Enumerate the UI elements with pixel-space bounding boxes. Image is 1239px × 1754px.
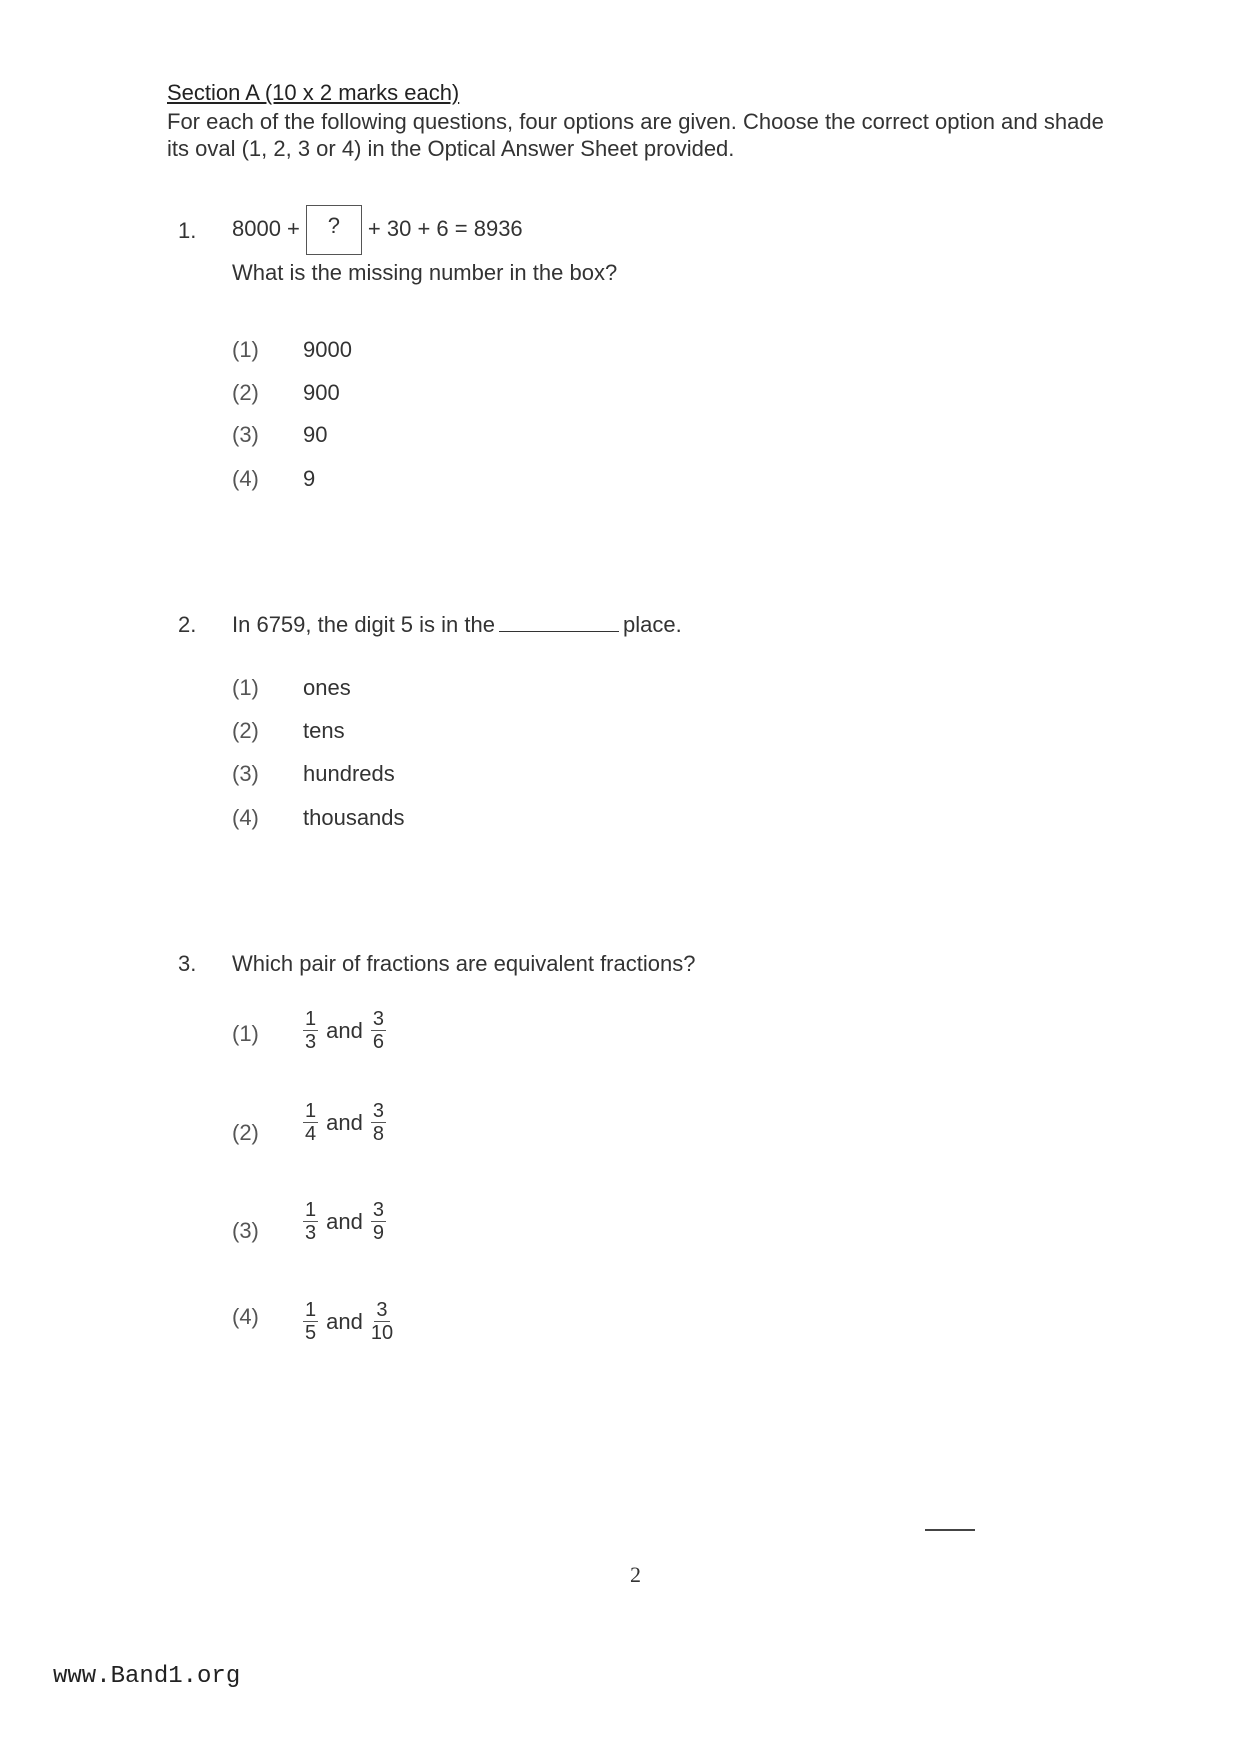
- denominator: 3: [305, 1031, 317, 1053]
- denominator: 4: [305, 1123, 317, 1145]
- denominator: 9: [372, 1222, 384, 1244]
- numerator: 3: [372, 1008, 384, 1030]
- q2-option-3-label: (3): [232, 761, 259, 786]
- q2-option-4-value: thousands: [303, 805, 405, 830]
- numerator: 1: [305, 1008, 317, 1030]
- denominator: 10: [370, 1322, 394, 1344]
- q2-option-4-label: (4): [232, 805, 259, 830]
- equation-right: + 30 + 6 = 8936: [367, 215, 523, 241]
- question-1-number: 1.: [178, 218, 197, 243]
- fraction: [303, 1100, 318, 1145]
- missing-number-box: ?: [306, 205, 362, 255]
- fraction: [371, 1100, 386, 1145]
- q1-option-2-label: (2): [232, 380, 259, 405]
- q3-option-3-value: [303, 1199, 386, 1244]
- q3-option-2-label: (2): [232, 1120, 259, 1145]
- and-text: and: [326, 1208, 363, 1234]
- and-text: and: [326, 1308, 363, 1334]
- q3-option-4-value: [303, 1299, 393, 1344]
- denominator: 3: [305, 1222, 317, 1244]
- question-1-equation: [232, 205, 523, 255]
- q2-option-3-value: hundreds: [303, 761, 395, 786]
- q2-option-2-value: tens: [303, 718, 345, 743]
- fraction: [371, 1299, 393, 1344]
- q1-option-3-label: (3): [232, 422, 259, 447]
- section-instructions: For each of the following questions, four options are given. Choose the correct option and shade its oval (1, 2, 3 or 4) in the Optical Answer Sheet provided.: [167, 109, 1104, 161]
- denominator: 6: [372, 1031, 384, 1053]
- and-text: and: [326, 1017, 363, 1043]
- numerator: 3: [372, 1100, 384, 1122]
- question-3-number: 3.: [178, 951, 197, 976]
- numerator: 1: [305, 1100, 317, 1122]
- answer-blank: [499, 613, 619, 632]
- q2-option-2-label: (2): [232, 718, 259, 743]
- page-number: 2: [630, 1562, 641, 1587]
- question-2-text-after: place.: [622, 612, 682, 637]
- footer-url: www.Band1.org: [53, 1663, 241, 1690]
- q1-option-4-label: (4): [232, 466, 259, 491]
- q1-option-1-label: (1): [232, 337, 259, 362]
- fraction: [371, 1008, 386, 1053]
- numerator: 3: [372, 1199, 384, 1221]
- question-1-text: What is the missing number in the box?: [232, 260, 618, 285]
- q1-option-1-value: 9000: [303, 337, 352, 362]
- q1-option-4-value: 9: [303, 466, 316, 491]
- question-3-text: Which pair of fractions are equivalent fractions?: [232, 951, 696, 976]
- q1-option-3-value: 90: [303, 422, 328, 447]
- denominator: 8: [372, 1123, 384, 1145]
- fraction: [303, 1299, 318, 1344]
- q3-option-4-label: (4): [232, 1304, 259, 1329]
- scan-mark-line: [925, 1529, 975, 1531]
- numerator: 1: [305, 1199, 317, 1221]
- question-2-text-before: In 6759, the digit 5 is in the: [232, 612, 495, 637]
- denominator: 5: [305, 1322, 317, 1344]
- equation-left: 8000 +: [232, 215, 300, 241]
- fraction: [371, 1199, 386, 1244]
- numerator: 3: [376, 1299, 388, 1321]
- section-title: Section A (10 x 2 marks each): [167, 80, 460, 105]
- q2-option-1-label: (1): [232, 675, 259, 700]
- q1-option-2-value: 900: [303, 380, 340, 405]
- question-2-text: [232, 612, 682, 638]
- fraction: [303, 1199, 318, 1244]
- q3-option-1-value: [303, 1008, 386, 1053]
- q3-option-2-value: [303, 1100, 386, 1145]
- q3-option-1-label: (1): [232, 1021, 259, 1046]
- fraction: [303, 1008, 318, 1053]
- q3-option-3-label: (3): [232, 1218, 259, 1243]
- numerator: 1: [305, 1299, 317, 1321]
- and-text: and: [326, 1109, 363, 1135]
- q2-option-1-value: ones: [303, 675, 351, 700]
- question-2-number: 2.: [178, 612, 197, 637]
